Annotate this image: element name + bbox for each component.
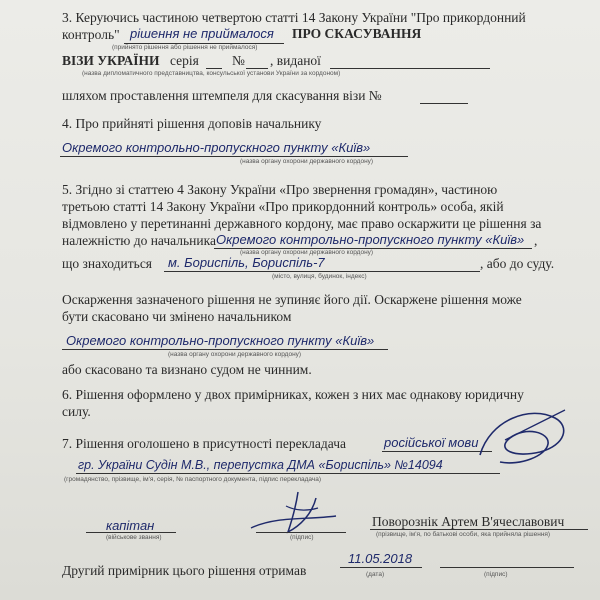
p5-org-value: Окремого контрольно-пропускного пункту «Київ» <box>216 232 525 247</box>
receipt-date-underline <box>340 567 422 568</box>
p7-translator-value: гр. України Судін М.В., перепустка ДМА «Бориспіль» №14094 <box>78 458 443 472</box>
p3-decision-note: (прийнято рішення або рішення не приймалося) <box>112 44 258 51</box>
p3-no-sign: № <box>232 53 245 68</box>
p4-org-value: Окремого контрольно-пропускного пункту «Київ» <box>62 140 371 155</box>
appeal-org-note: (назва органу охорони державного кордону) <box>168 351 302 358</box>
p5-org-note: (назва органу охорони державного кордону) <box>240 249 374 256</box>
receipt-label: Другий примірник цього рішення отримав <box>62 563 307 578</box>
p3-kontrol: контроль" <box>62 27 120 42</box>
p6-line1: 6. Рішення оформлено у двох примірниках, кожен з них має однакову юридичну <box>62 387 524 402</box>
p5-location-value: м. Бориспіль, Бориспіль-7 <box>168 255 325 270</box>
officer-name: Поворознік Артем В'ячеславович <box>372 514 565 529</box>
p3-vizy: ВІЗИ УКРАЇНИ <box>62 53 160 68</box>
officer-name-underline <box>370 529 588 530</box>
p3-pro-skasuvannia: ПРО СКАСУВАННЯ <box>292 26 422 41</box>
receipt-date-value: 11.05.2018 <box>348 551 413 566</box>
p3-vydanoi: , виданої <box>270 53 321 68</box>
p3-number-blank <box>246 68 268 69</box>
officer-rank-value: капітан <box>106 518 155 533</box>
p3-line1: 3. Керуючись частиною четвертою статті 14 Закону України "Про прикордонний <box>62 10 526 25</box>
officer-sign-underline <box>256 532 346 533</box>
receipt-sign-note: (підпис) <box>484 571 508 578</box>
p7-language-value: російської мови <box>384 435 479 450</box>
officer-rank-note: (військове звання) <box>106 534 162 541</box>
appeal-line2: бути скасовано чи змінено начальником <box>62 309 292 324</box>
p3-decision-value: рішення не приймалося <box>130 26 274 41</box>
p5-line4: належністю до начальника <box>62 233 216 248</box>
p5-line3: відмовлено у перетинанні державного кордону, має право оскаржити це рішення за <box>62 216 542 231</box>
p6-line2: силу. <box>62 404 91 419</box>
p5-location-underline <box>164 271 480 272</box>
p5-line1: 5. Згідно зі статтею 4 Закону України «Про звернення громадян», частиною <box>62 182 498 197</box>
receipt-date-note: (дата) <box>366 571 385 578</box>
p4-line: 4. Про прийняті рішення доповів начальнику <box>62 116 322 131</box>
p7-translator-note: (громадянство, прізвище, ім'я, серія, № паспортного документа, підпис перекладача) <box>64 476 322 483</box>
p4-org-underline <box>60 156 408 157</box>
appeal-line1: Оскарження зазначеного рішення не зупиняє його дії. Оскаржене рішення може <box>62 292 522 307</box>
p5-loc-pre: що знаходиться <box>62 256 153 271</box>
p5-loc-post: , або до суду. <box>480 256 555 271</box>
p5-comma: , <box>534 233 538 248</box>
p3-issuer-note: (назва дипломатичного представництва, консульської установи України за кордоном) <box>82 70 341 77</box>
appeal-org-value: Окремого контрольно-пропускного пункту «Київ» <box>66 333 375 348</box>
officer-name-note: (прізвище, ім'я, по батькові особи, яка прийняла рішення) <box>376 531 551 538</box>
p3-issuer-blank <box>330 68 490 69</box>
translator-signature-icon <box>470 400 580 480</box>
p7-line1: 7. Рішення оголошено в присутності перекладача <box>62 436 347 451</box>
officer-sign-note: (підпис) <box>290 534 314 541</box>
receipt-sign-underline <box>440 567 574 568</box>
p5-line2: третьою статті 14 Закону України «Про прикордонний контроль» особа, якій <box>62 199 504 214</box>
p3-stamp-blank <box>420 103 468 104</box>
officer-rank-underline <box>86 532 176 533</box>
p3-stamp-line: шляхом проставлення штемпеля для скасування візи № <box>62 88 382 103</box>
p7-translator-underline <box>76 473 500 474</box>
p3-seria: серія <box>170 53 199 68</box>
p4-org-note: (назва органу охорони державного кордону) <box>240 158 374 165</box>
p5-location-note: (місто, вулиця, будинок, індекс) <box>272 273 367 280</box>
appeal-line3: або скасовано та визнано судом не чинним. <box>62 362 312 377</box>
appeal-org-underline <box>62 349 388 350</box>
p3-seria-blank <box>206 68 222 69</box>
